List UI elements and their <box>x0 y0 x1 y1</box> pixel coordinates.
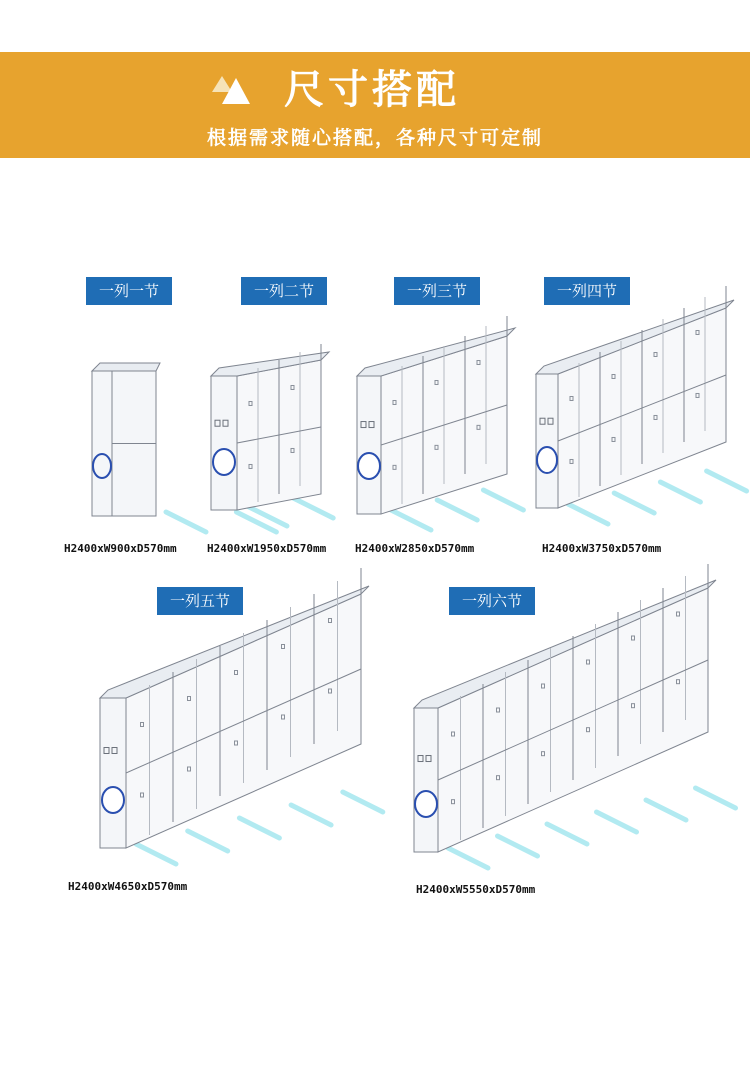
config-label-3: 一列三节 <box>394 277 480 305</box>
config-dims-2: H2400xW1950xD570mm <box>207 542 327 555</box>
config-dims-6: H2400xW5550xD570mm <box>416 883 536 896</box>
config-dims-4: H2400xW3750xD570mm <box>542 542 662 555</box>
floor-rail <box>343 792 383 812</box>
floor-rail <box>166 512 206 532</box>
floor-rail <box>597 812 637 832</box>
cabinet-group-5 <box>100 568 383 864</box>
floor-rail <box>660 482 700 502</box>
floor-rail <box>646 800 686 820</box>
floor-rail <box>696 788 736 808</box>
config-label-4: 一列四节 <box>544 277 630 305</box>
config-dims-1: H2400xW900xD570mm <box>64 542 177 555</box>
cabinet-group-6 <box>414 564 736 868</box>
config-dims-3: H2400xW2850xD570mm <box>355 542 475 555</box>
floor-rail <box>239 818 279 838</box>
config-label-2: 一列二节 <box>241 277 327 305</box>
config-label-1: 一列一节 <box>86 277 172 305</box>
handwheel-icon <box>415 791 437 817</box>
config-label-5: 一列五节 <box>157 587 243 615</box>
floor-rail <box>483 490 523 510</box>
config-dims-5: H2400xW4650xD570mm <box>68 880 188 893</box>
floor-rail <box>293 498 333 518</box>
cabinet-group-3 <box>357 316 523 530</box>
handwheel-icon <box>102 787 124 813</box>
cabinet-top <box>92 363 160 371</box>
handwheel-icon <box>358 453 380 479</box>
floor-rail <box>568 504 608 524</box>
floor-rail <box>547 824 587 844</box>
page-title: 尺寸搭配 <box>284 67 460 113</box>
side-panel <box>536 374 558 508</box>
side-panel <box>357 376 381 514</box>
side-panel <box>100 698 126 848</box>
cabinet-group-2 <box>211 344 333 526</box>
cabinet-group-4 <box>536 286 747 524</box>
floor-rail <box>136 844 176 864</box>
page-subtitle: 根据需求随心搭配，各种尺寸可定制 <box>206 127 543 149</box>
handwheel-icon <box>537 447 557 473</box>
floor-rail <box>448 848 488 868</box>
side-panel <box>414 708 438 852</box>
floor-rail <box>498 836 538 856</box>
floor-rail <box>707 471 747 491</box>
floor-rail <box>614 493 654 513</box>
config-label-6: 一列六节 <box>449 587 535 615</box>
floor-rail <box>188 831 228 851</box>
side-panel <box>211 376 237 510</box>
floor-rail <box>437 500 477 520</box>
handwheel-icon <box>213 449 235 475</box>
floor-rail <box>391 510 431 530</box>
floor-rail <box>291 805 331 825</box>
